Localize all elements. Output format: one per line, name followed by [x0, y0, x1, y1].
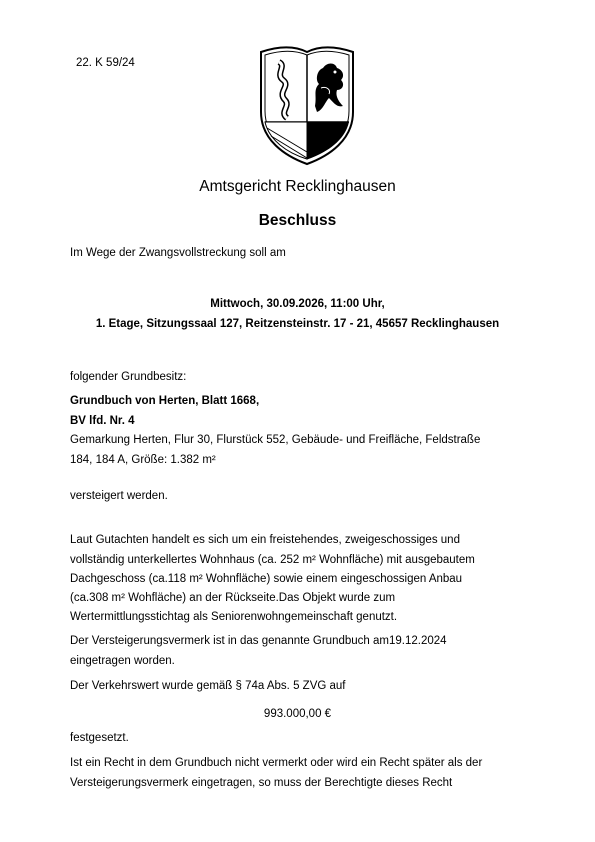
- rights-line: Versteigerungsvermerk eingetragen, so muss der Berechtigte dieses Recht: [70, 777, 453, 789]
- appointment-date: Mittwoch, 30.09.2026, 11:00 Uhr,: [210, 298, 385, 310]
- property-line: 184, 184 A, Größe: 1.382 m²: [70, 454, 216, 466]
- property-line: Gemarkung Herten, Flur 30, Flurstück 552, Gebäude- und Freifläche, Feldstraße: [70, 434, 481, 446]
- valuation-amount: 993.000,00 €: [263, 708, 332, 720]
- description-line: (ca.308 m² Wohfläche) an der Rückseite.Das Objekt wurde zum: [70, 592, 396, 604]
- file-number: 22. K 59/24: [76, 57, 135, 69]
- property-item: BV lfd. Nr. 4: [70, 415, 135, 427]
- appointment-location: 1. Etage, Sitzungssaal 127, Reitzensteinstr. 17 - 21, 45657 Recklinghausen: [95, 318, 500, 330]
- property-heading: folgender Grundbesitz:: [70, 371, 187, 383]
- document-title: Beschluss: [258, 212, 337, 229]
- registration-line: eingetragen worden.: [70, 655, 175, 667]
- court-name: Amtsgericht Recklinghausen: [199, 178, 396, 195]
- valuation-closing: festgesetzt.: [70, 732, 129, 744]
- valuation-text: Der Verkehrswert wurde gemäß § 74a Abs. 5 ZVG auf: [70, 680, 346, 692]
- description-line: Wertermittlungsstichtag als Seniorenwohngemeinschaft genutzt.: [70, 611, 398, 623]
- coat-of-arms-emblem: [257, 44, 357, 166]
- auction-text: versteigert werden.: [70, 490, 168, 502]
- registration-line: Der Versteigerungsvermerk ist in das genannte Grundbuch am19.12.2024: [70, 635, 447, 647]
- property-register: Grundbuch von Herten, Blatt 1668,: [70, 395, 260, 407]
- rights-line: Ist ein Recht in dem Grundbuch nicht vermerkt oder wird ein Recht später als der: [70, 757, 483, 769]
- description-line: Dachgeschoss (ca.118 m² Wohnfläche) sowie einem eingeschossigen Anbau: [70, 573, 463, 585]
- description-line: vollständig unterkellertes Wohnhaus (ca. 252 m² Wohnfläche) mit ausgebautem: [70, 554, 475, 566]
- description-line: Laut Gutachten handelt es sich um ein freistehendes, zweigeschossiges und: [70, 534, 460, 546]
- intro-text: Im Wege der Zwangsvollstreckung soll am: [70, 247, 286, 259]
